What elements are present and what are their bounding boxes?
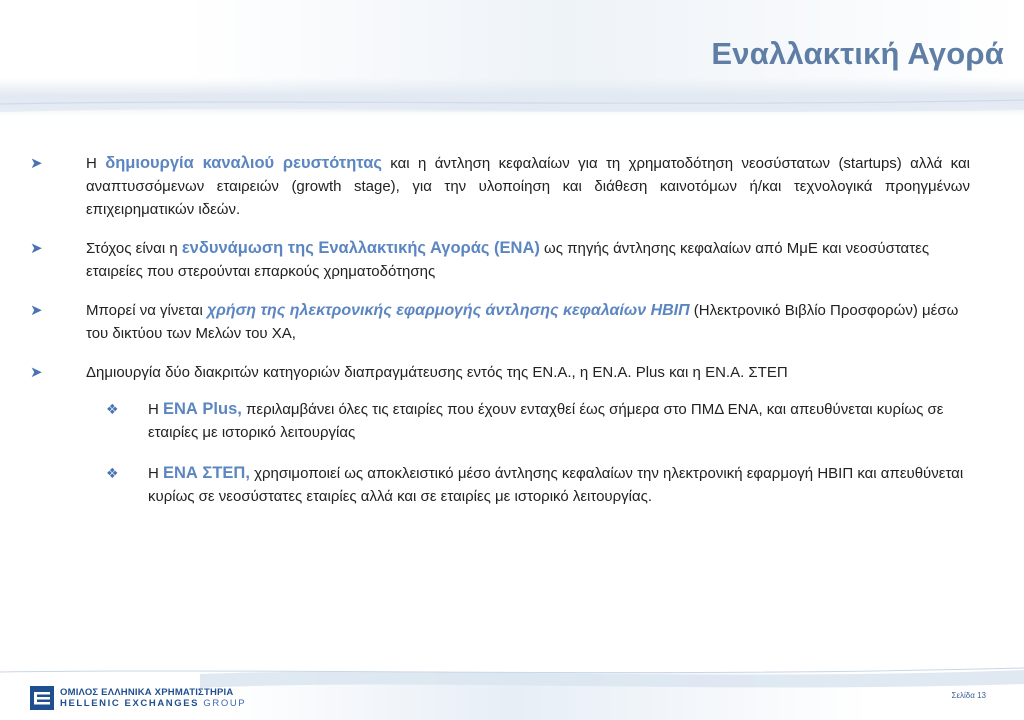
diamond-bullet-icon: ❖ bbox=[106, 401, 119, 417]
subbullet-text: περιλαμβάνει όλες τις εταιρίες που έχουν ενταχθεί έως σήμερα στο ΠΜΔ ΕΝΑ, και απευθύνεται κυρίως σε εταιρίες με ιστορικό λειτουργίας bbox=[148, 401, 944, 441]
bullet-text: Μπορεί να γίνεται bbox=[86, 302, 207, 319]
subbullet-highlight: ΕΝΑ ΣΤΕΠ, bbox=[163, 464, 250, 482]
slide-content bbox=[30, 152, 970, 526]
bullet-item bbox=[30, 237, 970, 283]
logo-line-greek: ΟΜΙΛΟΣ ΕΛΛΗΝΙΚΑ ΧΡΗΜΑΤΙΣΤΗΡΙΑ bbox=[60, 687, 234, 698]
bullet-text: και η άντληση κεφαλαίων για τη χρηματοδότηση νεοσύστατων (startups) αλλά και αναπτυσσόμενων εταιρειών (growth stage), για την υλοποίηση και διάθεση καινοτόμων ή/και τεχνολογικά προηγμένων επιχειρηματικών ιδεών. bbox=[86, 155, 970, 218]
diamond-bullet-icon: ❖ bbox=[106, 465, 119, 481]
bullet-highlight: δημιουργία καναλιού ρευστότητας bbox=[105, 154, 382, 172]
bullet-text: Στόχος είναι η bbox=[86, 240, 182, 257]
arrowhead-bullet-icon: ➤ bbox=[30, 155, 43, 172]
subbullet-text: Η bbox=[148, 465, 163, 482]
bullet-text: Δημιουργία δύο διακριτών κατηγοριών διαπραγμάτευσης εντός της ΕΝ.Α., η ΕΝ.Α. Plus και η ΕΝ.Α. ΣΤΕΠ bbox=[86, 364, 788, 381]
subbullet-item bbox=[30, 398, 970, 444]
subbullet-highlight: ΕΝΑ Plus, bbox=[163, 400, 242, 418]
bullet-item bbox=[30, 152, 970, 221]
arrowhead-bullet-icon: ➤ bbox=[30, 302, 43, 319]
subbullet-text: χρησιμοποιεί ως αποκλειστικό μέσο άντλησης κεφαλαίων την ηλεκτρονική εφαρμογή ΗΒΙΠ και απευθύνεται κυρίως σε νεοσύστατες εταιρίες αλλά και σε εταιρίες με ιστορικό λειτουργίας. bbox=[148, 465, 964, 505]
arrowhead-bullet-icon: ➤ bbox=[30, 240, 43, 257]
logo-line-english-name: HELLENIC EXCHANGES bbox=[60, 698, 200, 709]
logo-line-group: GROUP bbox=[203, 698, 247, 709]
logo-mark-icon bbox=[30, 686, 54, 710]
page-number: Σελίδα 13 bbox=[951, 691, 986, 700]
bullet-item bbox=[30, 361, 970, 384]
logo-text bbox=[60, 687, 246, 709]
bullet-text: ως πηγής άντλησης κεφαλαίων από ΜμΕ και νεοσύστατες εταιρείες που στερούνται επαρκούς χρηματοδότησης bbox=[86, 240, 930, 280]
subbullet-item bbox=[30, 462, 970, 508]
bullet-item bbox=[30, 299, 970, 345]
bullet-text: (Ηλεκτρονικό Βιβλίο Προσφορών) μέσω του δικτύου των Μελών του ΧΑ, bbox=[86, 302, 959, 342]
bullet-highlight: ενδυνάμωση της Εναλλακτικής Αγοράς (ΕΝΑ) bbox=[181, 239, 540, 257]
subbullet-text: Η bbox=[148, 401, 163, 418]
bullet-text: Η bbox=[86, 155, 106, 172]
page-title: Εναλλακτική Αγορά bbox=[711, 36, 1004, 71]
arrowhead-bullet-icon: ➤ bbox=[30, 364, 43, 381]
logo-line-english bbox=[60, 698, 246, 709]
company-logo bbox=[30, 683, 246, 713]
bullet-highlight: χρήση της ηλεκτρονικής εφαρμογής άντλησης κεφαλαίων ΗΒΙΠ bbox=[206, 302, 690, 319]
